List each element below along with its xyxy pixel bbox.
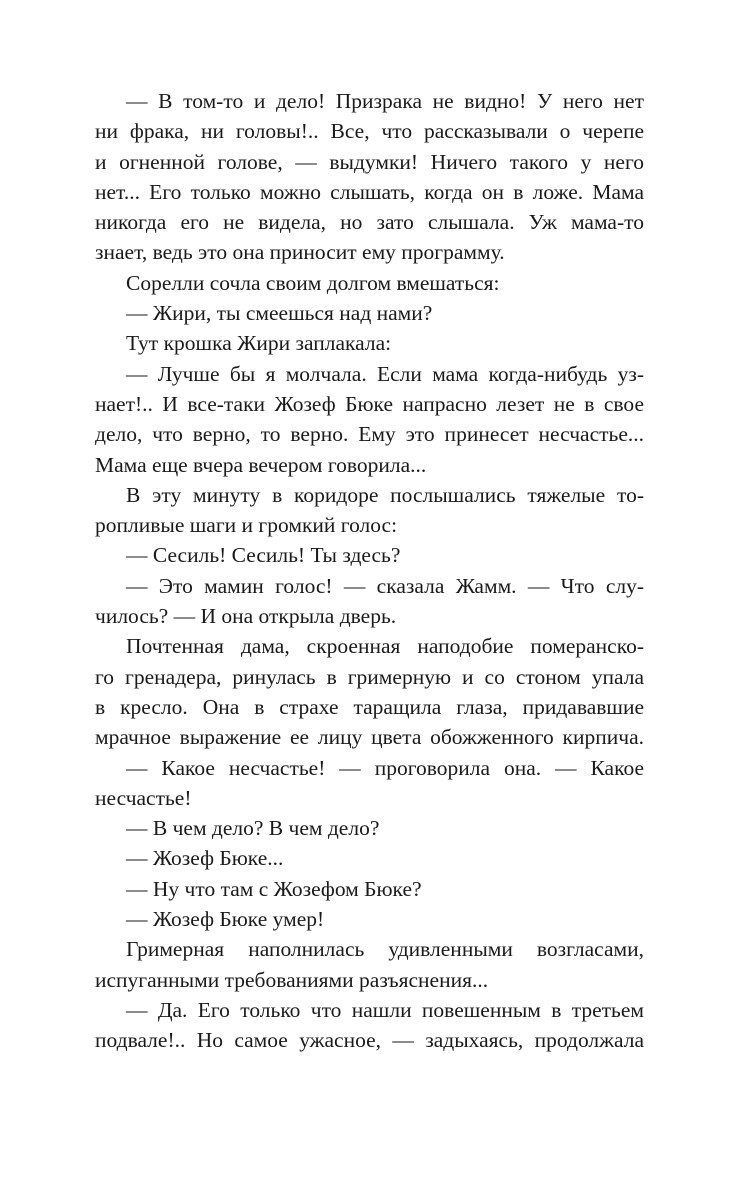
text-line: чилось? — И она открыла дверь.: [95, 604, 397, 629]
text-line: дело, что верно, то верно. Ему это принесет несчастье...: [95, 422, 644, 447]
text-line: — Жозеф Бюке...: [126, 846, 284, 871]
text-line: — Жозеф Бюке умер!: [126, 907, 325, 932]
text-line: — Какое несчастье! — проговорила она. — Какое: [126, 755, 644, 780]
text-line: — В том-то и дело! Призрака не видно! У него нет: [126, 89, 644, 113]
text-line: подвале!.. Но самое ужасное, — задыхаясь, продолжала: [95, 1028, 644, 1053]
text-line: — Ну что там с Жозефом Бюке?: [126, 876, 422, 901]
text-line: — Жири, ты смеешься над нами?: [126, 301, 433, 326]
text-line: — Это мамин голос! — сказала Жамм. — Что слу-: [126, 573, 644, 598]
text-line: — В чем дело? В чем дело?: [126, 816, 380, 841]
text-line: ни фрака, ни головы!.. Все, что рассказывали о черепе: [95, 119, 644, 144]
text-line: — Да. Его только что нашли повешенным в третьем: [126, 997, 644, 1022]
text-line: Почтенная дама, скроенная наподобие померанско-: [126, 634, 644, 659]
text-line: — Лучше бы я молчала. Если мама когда-нибудь уз-: [126, 361, 644, 386]
text-line: Мама еще вчера вечером говорила...: [95, 452, 427, 477]
text-line: В эту минуту в коридоре послышались тяжелые то-: [126, 482, 644, 507]
text-line: Гримерная наполнилась удивленными возгласами,: [126, 937, 644, 962]
text-line: в кресло. Она в страхе таращила глаза, придававшие: [95, 694, 644, 719]
text-line: испуганными требованиями разъяснения...: [95, 967, 489, 992]
text-line: Тут крошка Жири заплакала:: [126, 331, 392, 356]
text-line: знает, ведь это она приносит ему программу.: [95, 240, 505, 265]
text-line: го гренадера, ринулась в гримерную и со стоном упала: [95, 664, 644, 689]
text-line: Сорелли сочла своим долгом вмешаться:: [126, 270, 500, 295]
text-line: и огненной голове, — выдумки! Ничего такого у него: [95, 149, 644, 174]
text-line: мрачное выражение ее лицу цвета обожженного кирпича.: [95, 725, 644, 750]
text-line: нает!.. И все-таки Жозеф Бюке напрасно лезет не в свое: [95, 391, 644, 416]
book-page-text: [95, 86, 644, 1056]
text-line: ропливые шаги и громкий голос:: [95, 513, 398, 538]
text-line: несчастье!: [95, 785, 192, 810]
text-line: нет... Его только можно слышать, когда он в ложе. Мама: [95, 179, 644, 204]
text-line: — Сесиль! Сесиль! Ты здесь?: [126, 543, 401, 568]
text-line: никогда его не видела, но зато слышала. Уж мама-то: [95, 210, 644, 235]
